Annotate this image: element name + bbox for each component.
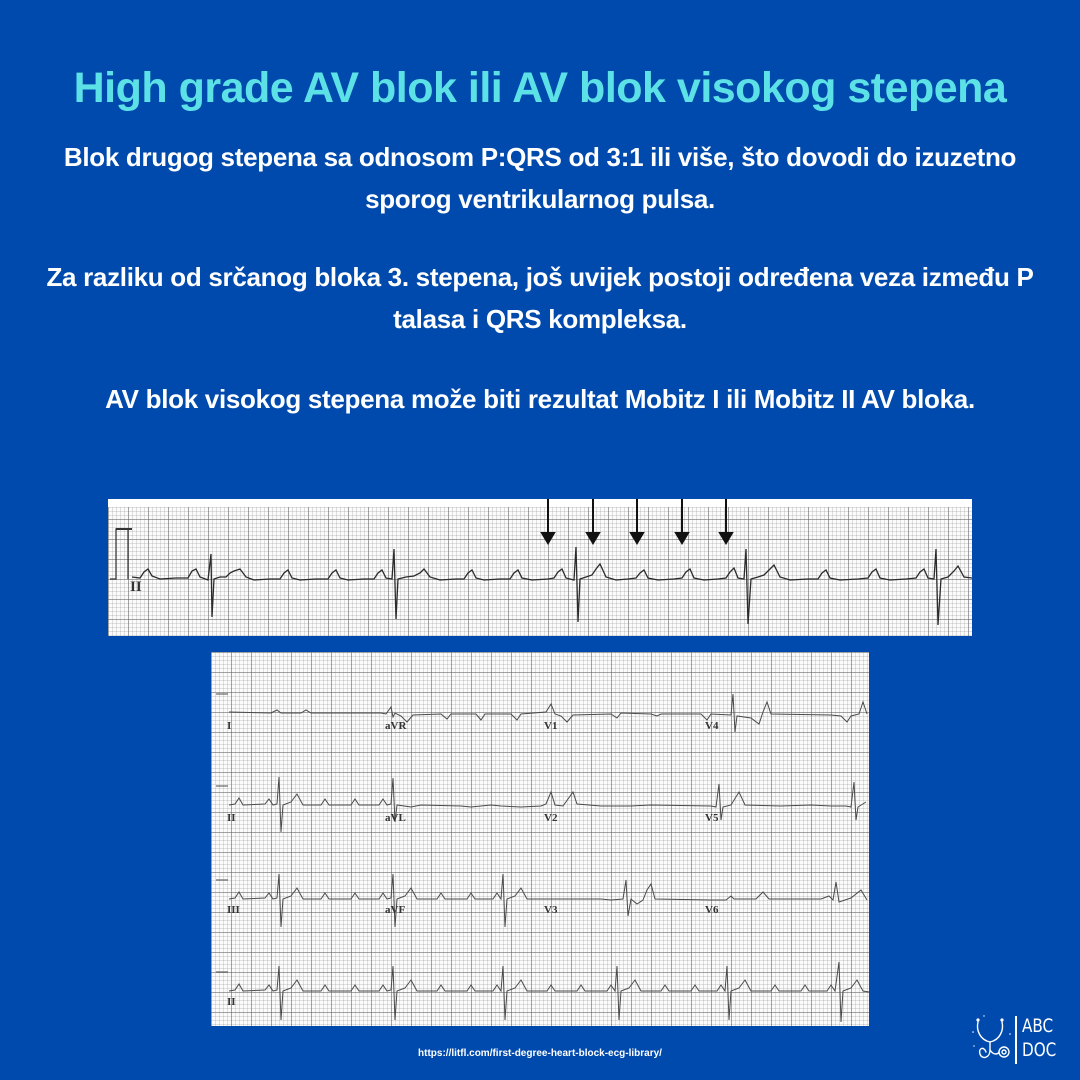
logo-divider [1015,1016,1017,1064]
ecg-rhythm-strip [108,499,972,636]
ecg-12-lead [211,652,869,1026]
lead-label-V5: V5 [705,812,719,824]
abc-doc-logo [970,1012,1066,1068]
ecg-12-lead-trace [211,652,869,1026]
lead-label-V1: V1 [544,720,558,732]
stethoscope-icon [970,1012,1014,1068]
lead-label-II-rhythm: II [227,996,236,1008]
logo-line-2: DOC [1022,1039,1057,1061]
lead-label-V3: V3 [544,904,558,916]
lead-label-aVL: aVL [385,812,406,824]
lead-label-II: II [227,812,236,824]
logo-text [1022,1014,1056,1062]
logo-line-1: ABC [1022,1015,1054,1037]
paragraph-difference: Za razliku od srčanog bloka 3. stepena, još uvijek postoji određena veza između P talasa i QRS kompleksa. [46,262,1034,334]
lead-label-V2: V2 [544,812,558,824]
lead-label-I: I [227,720,232,732]
lead-label: II [130,579,142,595]
lead-label-V6: V6 [705,904,719,916]
p-wave-arrows [542,499,732,543]
paragraph-definition: Blok drugog stepena sa odnosom P:QRS od 3:1 ili više, što dovodi do izuzetno sporog ventrikularnog pulsa. [63,142,1017,214]
lead-label-aVF: aVF [385,904,406,916]
paragraph-cause: AV blok visokog stepena može biti rezultat Mobitz I ili Mobitz II AV bloka. [105,384,975,414]
source-link[interactable]: https://litfl.com/first-degree-heart-block-ecg-library/ [418,1048,662,1059]
lead-label-aVR: aVR [385,720,407,732]
lead-label-III: III [227,904,240,916]
lead-label-V4: V4 [705,720,719,732]
page-title: High grade AV blok ili AV blok visokog stepena [73,64,1007,112]
ecg-trace [108,499,972,636]
